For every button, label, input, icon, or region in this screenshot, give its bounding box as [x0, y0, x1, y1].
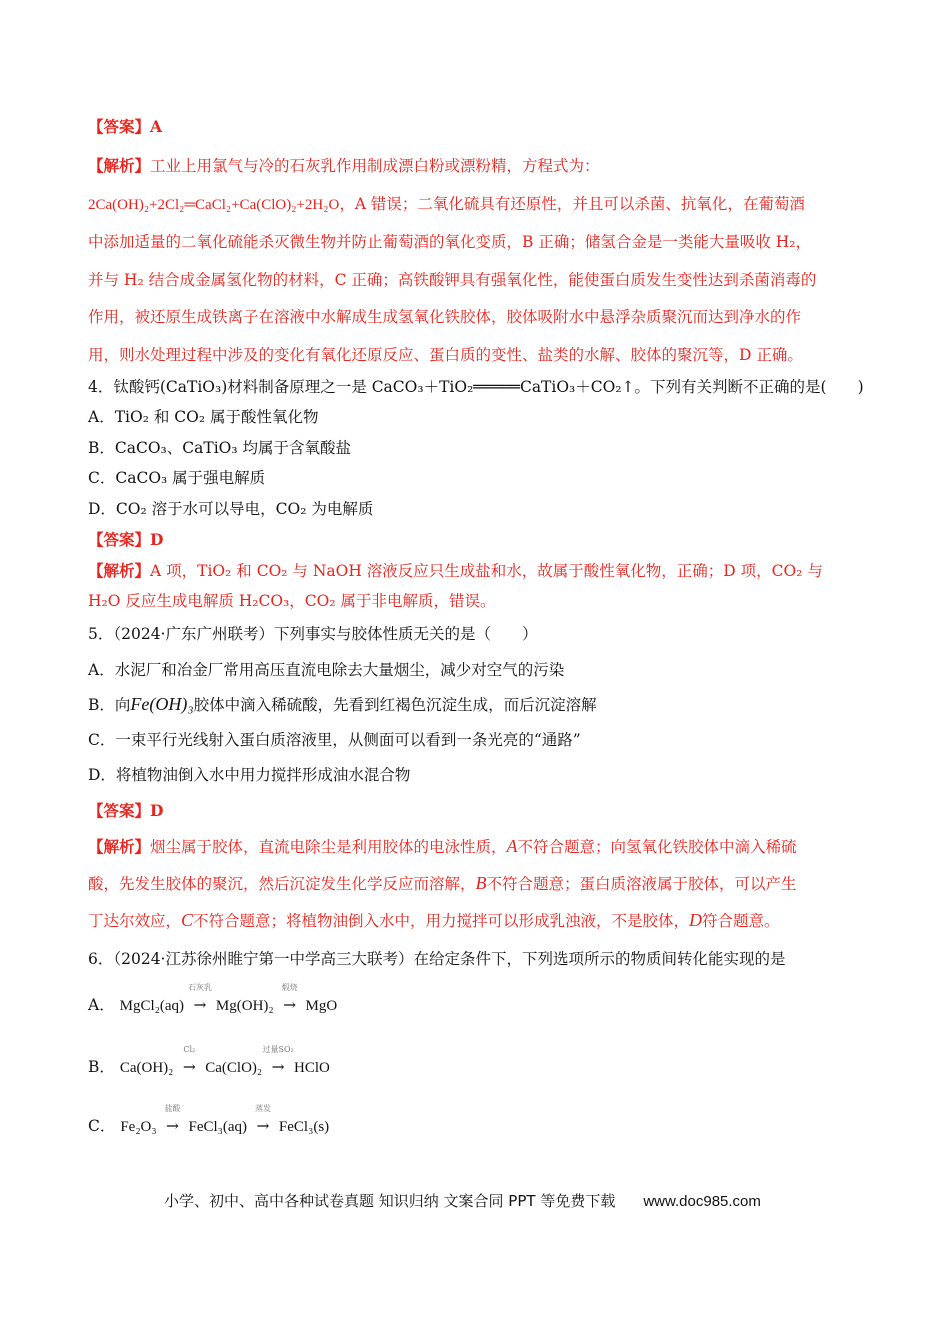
q5-analysis-line-2: 酸，先发生胶体的聚沉，然后沉淀发生化学反应而溶解，B不符合题意；蛋白质溶液属于胶体，可以产生: [88, 873, 797, 893]
q5-option-a: A．水泥厂和冶金厂常用高压直流电除去大量烟尘，减少对空气的污染: [88, 661, 565, 679]
fe-oh3-formula: Fe(OH)₃: [130, 694, 194, 714]
arrow-icon: 盐酸 →: [164, 1104, 181, 1135]
q4-answer: 【答案】D: [88, 530, 164, 549]
q6-option-b: B． Ca(OH)₂ Cl₂ → Ca(ClO)₂ 过量SO₂ → HClO: [88, 1045, 330, 1076]
q3-analysis-line-2: 2Ca(OH)₂+2Cl₂═CaCl₂+Ca(ClO)₂+2H₂O，A 错误；二氧化硫具有还原性，并且可以杀菌、抗氧化，在葡萄酒: [88, 195, 805, 213]
q6-option-a: A． MgCl₂(aq) 石灰乳 → Mg(OH)₂ 煅烧 → MgO: [88, 983, 338, 1014]
q6-stem: 6．（2024·江苏徐州睢宁第一中学高三大联考）在给定条件下，下列选项所示的物质间转化能实现的是: [88, 950, 786, 968]
arrow-icon: 过量SO₂ →: [262, 1045, 294, 1076]
q4-analysis-line-2: H₂O 反应生成电解质 H₂CO₃，CO₂ 属于非电解质，错误。: [88, 592, 496, 610]
q5-option-c: C．一束平行光线射入蛋白质溶液里，从侧面可以看到一条光亮的“通路”: [88, 731, 581, 749]
q3-analysis-line-1: 【解析】工业上用氯气与冷的石灰乳作用制成漂白粉或漂粉精，方程式为：: [88, 156, 600, 175]
q3-analysis-line-6: 用，则水处理过程中涉及的变化有氧化还原反应、蛋白质的变性、盐类的水解、胶体的聚沉等，D 正确。: [88, 346, 803, 364]
q5-answer: 【答案】D: [88, 801, 164, 820]
arrow-icon: Cl₂ →: [182, 1045, 196, 1076]
q5-option-d: D．将植物油倒入水中用力搅拌形成油水混合物: [88, 766, 411, 784]
q3-answer: 【答案】A: [88, 117, 163, 136]
q5-stem: 5．（2024·广东广州联考）下列事实与胶体性质无关的是（ ）: [88, 625, 538, 643]
q4-analysis-line-1: 【解析】A 项，TiO₂ 和 CO₂ 与 NaOH 溶液反应只生成盐和水，故属于酸性氧化物，正确；D 项，CO₂ 与: [88, 561, 823, 580]
footer-link[interactable]: www.doc985.com: [643, 1193, 761, 1210]
q4-option-d: D．CO₂ 溶于水可以导电，CO₂ 为电解质: [88, 500, 374, 518]
q6-option-c: C． Fe₂O₃ 盐酸 → FeCl₃(aq) 蒸发 → FeCl₃(s): [88, 1104, 330, 1135]
q5-analysis-line-1: 【解析】烟尘属于胶体，直流电除尘是利用胶体的电泳性质，A不符合题意；向氢氧化铁胶体中滴入稀硫: [88, 836, 797, 856]
page-footer: [164, 1190, 761, 1211]
q3-analysis-line-4: 并与 H₂ 结合成金属氢化物的材料，C 正确；高铁酸钾具有强氧化性，能使蛋白质发生变性达到杀菌消毒的: [88, 271, 817, 289]
arrow-icon: 蒸发 →: [254, 1104, 271, 1135]
q4-stem: 4．钛酸钙(CaTiO₃)材料制备原理之一是 CaCO₃＋TiO₂═════CaTiO₃＋CO₂↑。下列有关判断不正确的是( ): [88, 378, 864, 396]
q3-analysis-line-3: 中添加适量的二氧化硫能杀灭微生物并防止葡萄酒的氧化变质，B 正确；储氢合金是一类能大量吸收 H₂，: [88, 233, 811, 251]
footer-text: 小学、初中、高中各种试卷真题 知识归纳 文案合同 PPT 等免费下载: [164, 1192, 616, 1210]
q4-option-b: B．CaCO₃、CaTiO₃ 均属于含氧酸盐: [88, 439, 352, 457]
q5-analysis-line-3: 丁达尔效应，C不符合题意；将植物油倒入水中，用力搅拌可以形成乳浊液，不是胶体，D符合题意。: [88, 910, 780, 930]
arrow-icon: 石灰乳 →: [187, 983, 212, 1014]
q4-option-a: A．TiO₂ 和 CO₂ 属于酸性氧化物: [88, 408, 319, 426]
q3-analysis-line-5: 作用，被还原生成铁离子在溶液中水解成生成氢氧化铁胶体，胶体吸附水中悬浮杂质聚沉而达到净水的作: [88, 308, 802, 326]
q4-option-c: C．CaCO₃ 属于强电解质: [88, 469, 266, 487]
q5-option-b: B．向Fe(OH)₃胶体中滴入稀硫酸，先看到红褐色沉淀生成，而后沉淀溶解: [88, 694, 597, 714]
arrow-icon: 煅烧 →: [281, 983, 298, 1014]
